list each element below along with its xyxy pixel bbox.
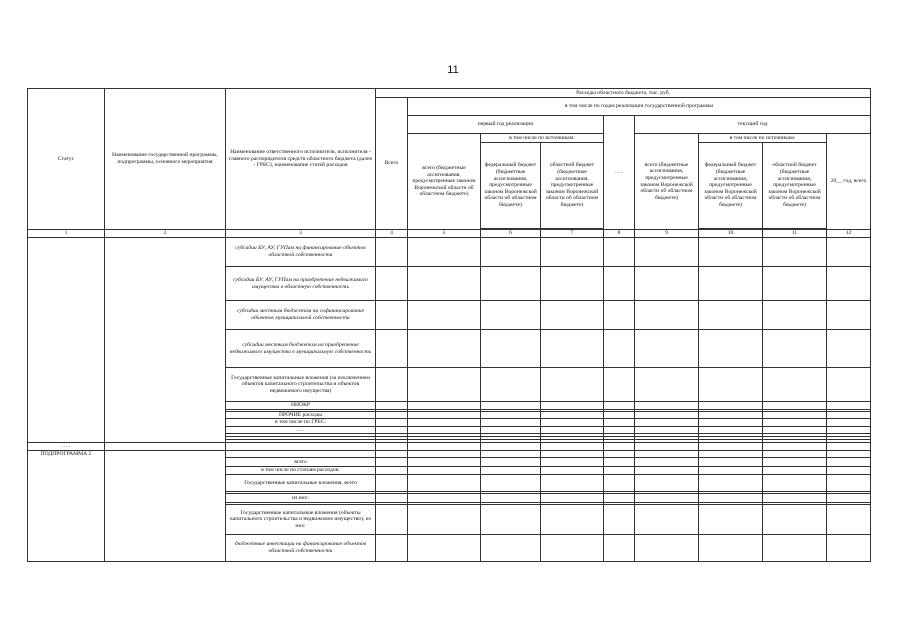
col-number: 1 <box>28 230 105 238</box>
header-current-year: текущий год <box>635 116 871 134</box>
row-label: субсидии местным бюджетам на приобретение недвижимого имущества в муниципальную собственность <box>226 330 376 368</box>
col-number: 2 <box>105 230 226 238</box>
row-label: ПРОЧИЕ расходы <box>226 411 376 419</box>
header-current-federal: федеральный бюджет (бюджетные ассигнования, предусмотренные законом Воронежской области об областном бюджете) <box>699 143 763 229</box>
header-ellipsis: ….. <box>604 116 635 230</box>
col-number: 11 <box>763 230 827 238</box>
row-label: Государственные капитальные вложения (объекты капитального строительства и недвижимое имущество), из них: <box>226 504 376 534</box>
row-label: НИОКР <box>226 402 376 410</box>
col-number: 6 <box>481 230 541 238</box>
header-executor-name: Наименование ответственного исполнителя, исполнителя - главного распорядителя средств областного бюджета (далее - ГРБС), наименование статей расходов <box>226 89 376 230</box>
col-number: 9 <box>635 230 699 238</box>
col-number: 5 <box>408 230 481 238</box>
row-label: бюджетные инвестиции на финансирование объектов областной собственности <box>226 534 376 561</box>
row-label: всего <box>226 457 376 466</box>
header-status: Статус <box>28 89 105 230</box>
subprogram-2-status: ПОДПРОГРАММА 2 <box>28 450 105 561</box>
header-program-name: Наименование государственной программы, подпрограммы, основного мероприятия <box>105 89 226 230</box>
col-number: 10 <box>699 230 763 238</box>
row-label: из них: <box>226 493 376 502</box>
header-first-federal: федеральный бюджет (бюджетные ассигнования, предусмотренные законом Воронежской области об областном бюджете) <box>481 143 541 229</box>
expense-table <box>27 88 871 562</box>
row-label: в том числе по ГРБС: <box>226 419 376 427</box>
col-number: 7 <box>541 230 604 238</box>
header-total: Всего <box>376 98 408 230</box>
page-number: 11 <box>447 64 459 76</box>
subprogram-2-program <box>105 450 226 561</box>
col-number: 3 <box>226 230 376 238</box>
header-current-regional: областной бюджет (бюджетные ассигнования, предусмотренные законом Воронежской области об областном бюджете) <box>763 143 827 229</box>
header-first-regional: областной бюджет (бюджетные ассигнования, предусмотренные законом Воронежской области об областном бюджете) <box>541 143 604 229</box>
separator-ellipsis: ….. <box>28 443 105 451</box>
header-first-by-sources: в том числе по источникам: <box>481 134 604 143</box>
row-label: субсидии местным бюджетам на софинансирование объектов муниципальной собственности <box>226 301 376 330</box>
row-label: ….. <box>226 426 376 434</box>
col-number: 8 <box>604 230 635 238</box>
header-current-by-sources: в том числе по источникам: <box>699 134 827 143</box>
header-year-total: 20__ год, всего <box>827 134 871 230</box>
row-label: субсидии БУ, АУ, ГУПам на приобретение недвижимого имущества в областную собственность <box>226 267 376 301</box>
col-number: 12 <box>827 230 871 238</box>
header-current-total-budget: всего (бюджетные ассигнования, предусмотренные законом Воронежской области об областном бюджете) <box>635 134 699 230</box>
header-first-total-budget: всего (бюджетные ассигнования, предусмотренные законом Воронежской области об областном бюджете) <box>408 134 481 230</box>
row-label: в том числе по статьям расходов: <box>226 466 376 474</box>
row-label: Государственные капитальные вложения, всего <box>226 474 376 491</box>
col-number: 4 <box>376 230 408 238</box>
header-expenses: Расходы областного бюджета, тыс. руб. <box>376 89 871 98</box>
header-first-year: первый год реализации <box>408 116 604 134</box>
header-by-years: в том числе по годам реализации государственной программы <box>408 98 871 116</box>
status-cell <box>28 238 105 443</box>
row-label: Государственные капитальные вложения (за исключением объектов капитального строительства и объектов недвижимого имущества) <box>226 368 376 402</box>
row-label: субсидии БУ, АУ, ГУПам на финансирование объектов областной собственности <box>226 238 376 267</box>
program-cell <box>105 238 226 443</box>
